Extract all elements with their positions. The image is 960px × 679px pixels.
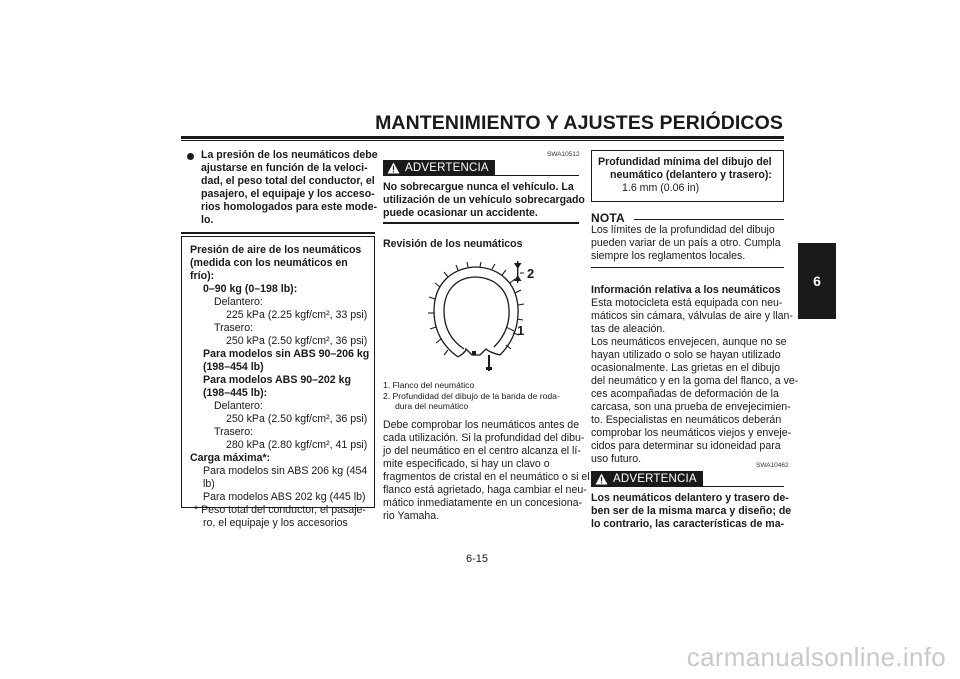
legend-item: 1. Flanco del neumático [383,380,475,390]
nota-label: NOTA [591,211,625,225]
text-line: tas de aleación. [591,323,666,335]
text-line: lo contrario, las características de ma- [591,518,785,530]
text-line: flanco está agrietado, haga cambiar el neu- [383,484,587,496]
text-line: pueden variar de un país a otro. Cumpla [591,237,781,249]
text-line: dad, el peso total del conductor, el [201,175,375,187]
text-line: fragmentos de cristal en el neumático o si el [383,471,590,483]
rear-value: 280 kPa (2.80 kgf/cm², 41 psi) [226,439,368,451]
text-line: del neumático y en la goma del flanco, a ve- [591,375,799,387]
spec-title: (medida con los neumáticos en [190,257,348,269]
bullet-paragraph [201,149,378,227]
text-line: ocasionalmente. Las grietas en el dibujo [591,362,781,374]
front-label: Delantero: [214,296,263,308]
footnote: * Peso total del conductor, el pasaje- [194,504,366,516]
tire-figure [420,255,540,373]
spec-title: frío): [190,270,215,282]
warning-code: SWA10462 [756,462,789,469]
text-line: lo. [201,214,214,226]
max-load-text: lb) [203,478,215,490]
text-line: Los neumáticos envejecen, aunque no se [591,336,787,348]
legend-item: dura del neumático [395,401,469,411]
header-rule [181,136,784,139]
footnote: ro, el equipaje y los accesorios [203,517,348,529]
text-line: rios homologados para este mode- [201,201,378,213]
front-value: 250 kPa (2.50 kgf/cm², 36 psi) [226,413,368,425]
nota-end-rule [591,267,784,268]
warning-rule [703,486,784,487]
figure-legend [383,380,579,412]
text-line: máticos sin cámara, válvulas de aire y llan- [591,310,793,322]
rear-label: Trasero: [214,322,254,334]
text-line: mite especificado, si hay un clavo o [383,458,550,470]
spec-title: neumático (delantero y trasero): [610,169,772,181]
tire-pressure-spec [190,244,370,530]
nota-rule [634,219,784,220]
warning-rule [495,175,579,176]
text-line: mático inmediatamente en un concesiona- [383,497,583,509]
warning-badge [383,160,495,176]
rear-value: 250 kPa (2.50 kgf/cm², 36 psi) [226,335,368,347]
warning-text [383,181,585,220]
callout-1: 1 [517,323,525,338]
text-line: puede ocasionar un accidente. [383,207,538,219]
bullet-icon [187,153,194,160]
rear-label: Trasero: [214,426,254,438]
text-line: cada utilización. Si la profundidad del dibu- [383,432,585,444]
text-line: Esta motocicleta está equipada con neu- [591,297,783,309]
front-label: Delantero: [214,400,263,412]
text-line: to. Especialistas en neumáticos deberán [591,414,782,426]
text-line: Debe comprobar los neumáticos antes de [383,419,580,431]
text-line: ces acompañadas de deformación de la [591,388,779,400]
page-number: 6-15 [466,553,489,565]
text-line: pasajero, el equipaje y los acceso- [201,188,375,200]
spec-title: Profundidad mínima del dibujo del [598,156,772,168]
watermark: carmanualsonline.info [686,642,946,672]
nonabs-heading: (198–454 lb) [203,361,264,373]
text-line: ajustarse en función de la veloci- [201,162,368,174]
load-heading: 0–90 kg (0–198 lb): [203,283,298,295]
warning-triangle-icon [595,473,608,485]
text-line: No sobrecargue nunca el vehículo. La [383,181,574,193]
text-line: hayan utilizado o solo se hayan utilizado [591,349,781,361]
text-line: uso futuro. [591,453,642,465]
text-line: utilización de un vehículo sobrecargado [383,194,585,206]
header-rule-thin [181,140,784,141]
max-load-label: Carga máxima*: [190,452,271,464]
warning-triangle-icon [387,162,400,174]
warning-label: ADVERTENCIA [405,162,489,174]
text-line: La presión de los neumáticos debe [201,149,378,161]
text-line: jo del neumático en el centro alcanza el lí- [383,445,581,457]
tread-depth-spec [598,156,782,195]
page-title: MANTENIMIENTO Y AJUSTES PERIÓDICOS [375,112,783,134]
info-title: Información relativa a los neumáticos [591,284,781,296]
section-title: Revisión de los neumáticos [383,238,523,250]
warning-badge [591,471,703,487]
chapter-tab: 6 [798,243,836,319]
abs-heading: Para modelos ABS 90–202 kg [203,374,351,386]
max-load-text: Para modelos ABS 202 kg (445 lb) [203,491,366,503]
warning-end-rule [383,222,579,224]
text-line: carcasa, son una prueba de envejecimien- [591,401,791,413]
text-line: Los neumáticos delantero y trasero de- [591,492,789,504]
text-line: Los límites de la profundidad del dibujo [591,224,775,236]
callout-2: 2 [527,266,535,281]
front-value: 225 kPa (2.25 kgf/cm², 33 psi) [226,309,368,321]
tire-check-paragraph [383,419,590,523]
text-line: cidos para determinar su idoneidad para [591,440,781,452]
warning-label: ADVERTENCIA [613,473,697,485]
legend-item: 2. Profundidad del dibujo de la banda de roda- [383,390,560,401]
nota-text [591,224,784,263]
spec-title: Presión de aire de los neumáticos [190,244,362,256]
text-line: comprobar los neumáticos viejos y enveje- [591,427,792,439]
abs-heading: (198–445 lb): [203,387,268,399]
section-rule [181,232,375,234]
max-load-text: Para modelos sin ABS 206 kg (454 [203,465,368,477]
spec-value: 1.6 mm (0.06 in) [622,182,700,194]
text-line: ben ser de la misma marca y diseño; de [591,505,792,517]
text-line: siempre los reglamentos locales. [591,250,746,262]
nonabs-heading: Para modelos sin ABS 90–206 kg [203,348,370,360]
text-line: rio Yamaha. [383,510,440,522]
warning-text [591,492,792,531]
warning-code: SWA10512 [547,151,580,158]
